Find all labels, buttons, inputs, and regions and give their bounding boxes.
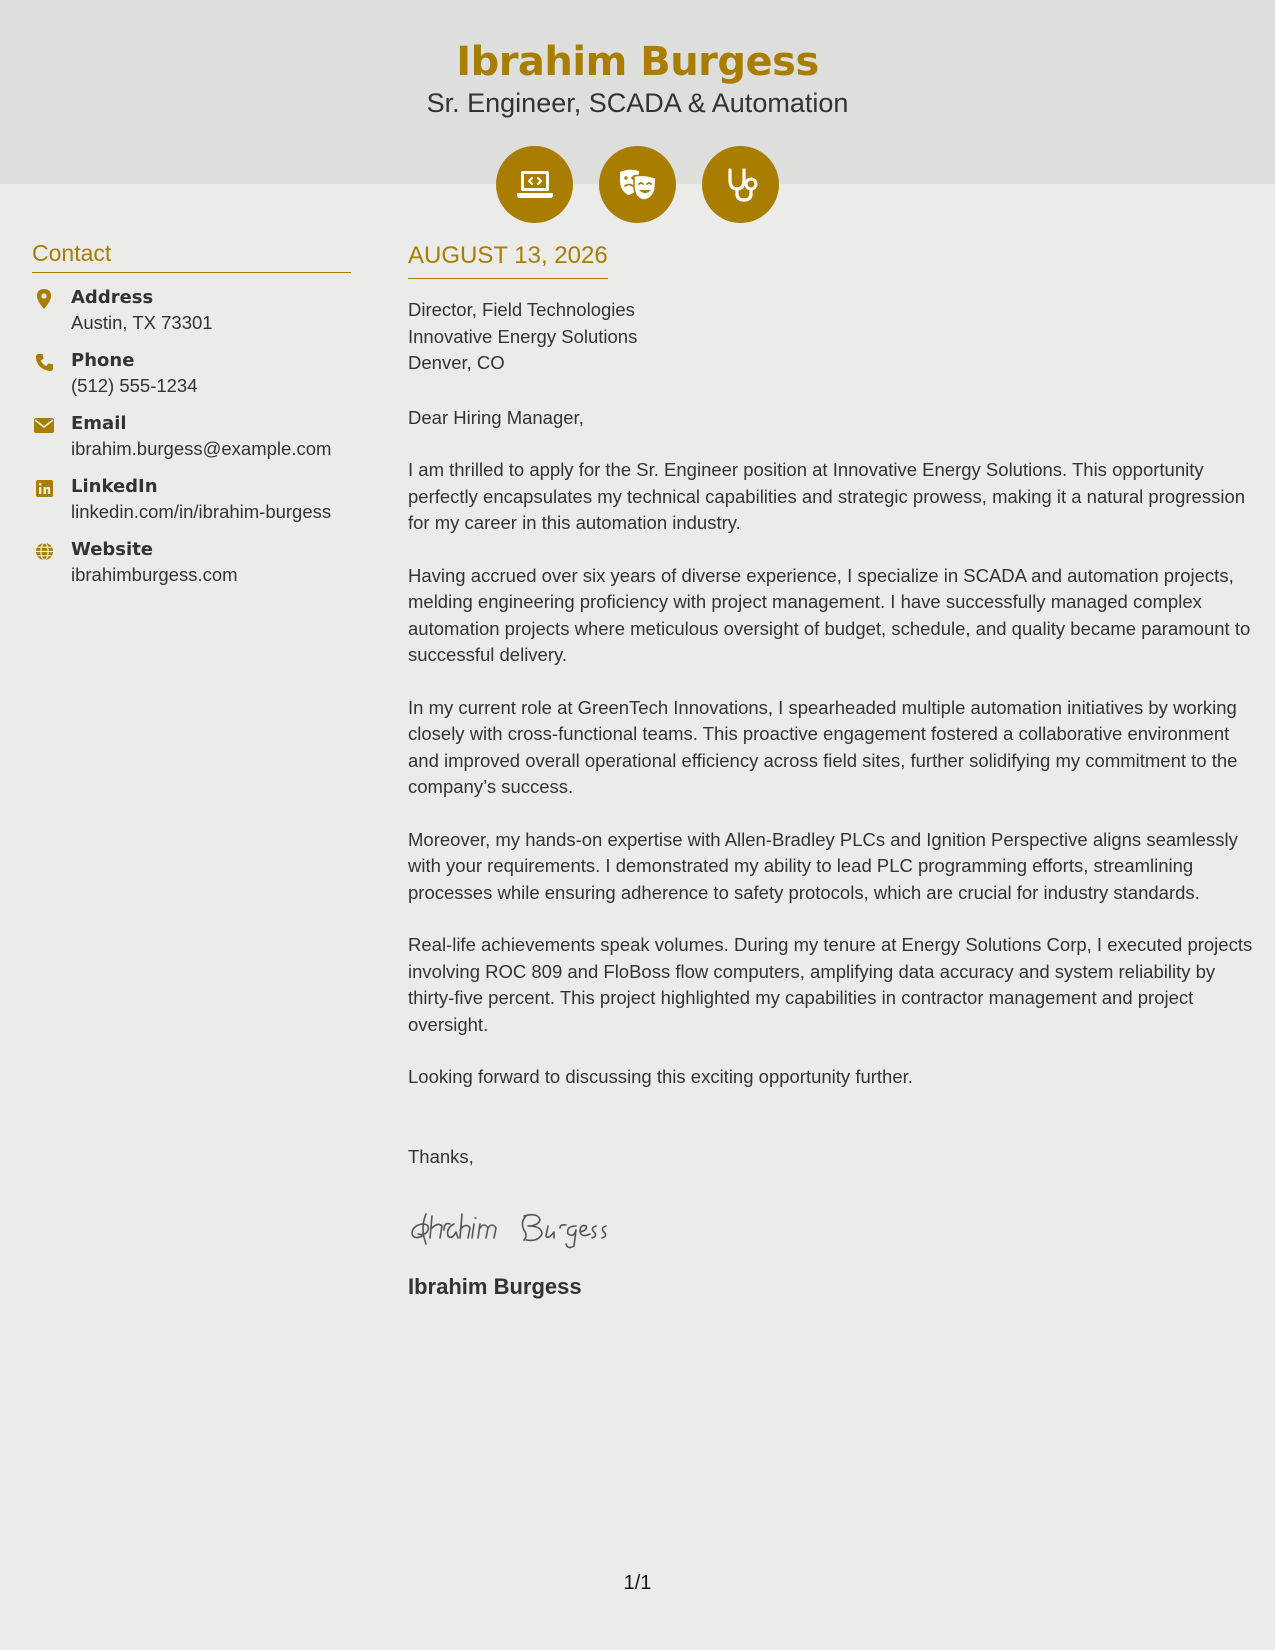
contact-value[interactable]: linkedin.com/in/ibrahim-burgess bbox=[71, 501, 332, 522]
recipient-line: Innovative Energy Solutions bbox=[408, 325, 638, 347]
globe-icon bbox=[34, 541, 54, 561]
laptop-code-icon bbox=[496, 146, 573, 223]
contact-sidebar bbox=[32, 238, 351, 600]
body-paragraph: Having accrued over six years of diverse experience, I specialize in SCADA and automation projects, melding engineering proficiency with project management. I have successfully managed complex automation projects where meticulous oversight of budget, schedule, and quality became paramount to successful delivery. bbox=[408, 564, 1251, 665]
signer-name: Ibrahim Burgess bbox=[408, 1274, 582, 1299]
linkedin-icon bbox=[34, 478, 54, 498]
contact-value[interactable]: ibrahim.burgess@example.com bbox=[71, 438, 332, 459]
contact-phone bbox=[32, 348, 351, 411]
handwritten-signature bbox=[408, 1194, 1253, 1254]
recipient-block bbox=[408, 297, 1253, 377]
contact-label: Address bbox=[71, 287, 154, 308]
contact-label: LinkedIn bbox=[71, 476, 158, 497]
contact-email bbox=[32, 411, 351, 474]
contact-list bbox=[32, 285, 351, 600]
contact-label: Email bbox=[71, 413, 127, 434]
contact-linkedin bbox=[32, 474, 351, 537]
body-paragraph: Moreover, my hands-on expertise with Allen-Bradley PLCs and Ignition Perspective aligns seamlessly with your requirements. I demonstrated my ability to lead PLC programming efforts, streamlining processes while ensuring adherence to safety protocols, which are crucial for industry standards. bbox=[408, 828, 1238, 903]
phone-icon bbox=[34, 352, 54, 372]
contact-label: Website bbox=[71, 539, 154, 560]
page-number: 1/1 bbox=[623, 1572, 652, 1594]
contact-value: (512) 555-1234 bbox=[71, 375, 198, 396]
body-paragraph: In my current role at GreenTech Innovations, I spearheaded multiple automation initiatives by working closely with cross-functional teams. This proactive engagement fostered a collaborative environment and improved overall operational efficiency across field sites, further solidifying my commitment to the company’s success. bbox=[408, 696, 1238, 797]
interest-icons bbox=[496, 146, 780, 223]
recipient-line: Denver, CO bbox=[408, 352, 505, 373]
contact-website bbox=[32, 537, 351, 600]
candidate-name: Ibrahim Burgess bbox=[456, 39, 819, 85]
letter-date: AUGUST 13, 2026 bbox=[408, 240, 608, 279]
recipient-line: Director, Field Technologies bbox=[408, 299, 635, 320]
contact-value[interactable]: ibrahimburgess.com bbox=[71, 564, 238, 585]
theater-masks-icon bbox=[599, 146, 676, 223]
letter-body bbox=[408, 240, 1253, 1302]
envelope-icon bbox=[34, 415, 54, 435]
job-title: Sr. Engineer, SCADA & Automation bbox=[426, 88, 849, 118]
body-paragraph: I am thrilled to apply for the Sr. Engineer position at Innovative Energy Solutions. This opportunity perfectly encapsulates my technical capabilities and strategic prowess, making it a natural progression for my career in this automation industry. bbox=[408, 459, 1246, 533]
body-paragraph: Real-life achievements speak volumes. During my tenure at Energy Solutions Corp, I executed projects involving ROC 809 and FloBoss flow computers, amplifying data accuracy and system reliability by thirty-five percent. This project highlighted my capabilities in contractor management and project oversight. bbox=[408, 934, 1253, 1035]
body-paragraph: Looking forward to discussing this exciting opportunity further. bbox=[408, 1066, 913, 1087]
contact-section-title: Contact bbox=[32, 238, 351, 273]
stethoscope-icon bbox=[702, 146, 779, 223]
salutation: Dear Hiring Manager, bbox=[408, 406, 584, 428]
map-pin-icon bbox=[34, 289, 54, 309]
contact-label: Phone bbox=[71, 350, 135, 371]
contact-address bbox=[32, 285, 351, 348]
closing: Thanks, bbox=[408, 1145, 474, 1167]
contact-value: Austin, TX 73301 bbox=[71, 312, 213, 333]
